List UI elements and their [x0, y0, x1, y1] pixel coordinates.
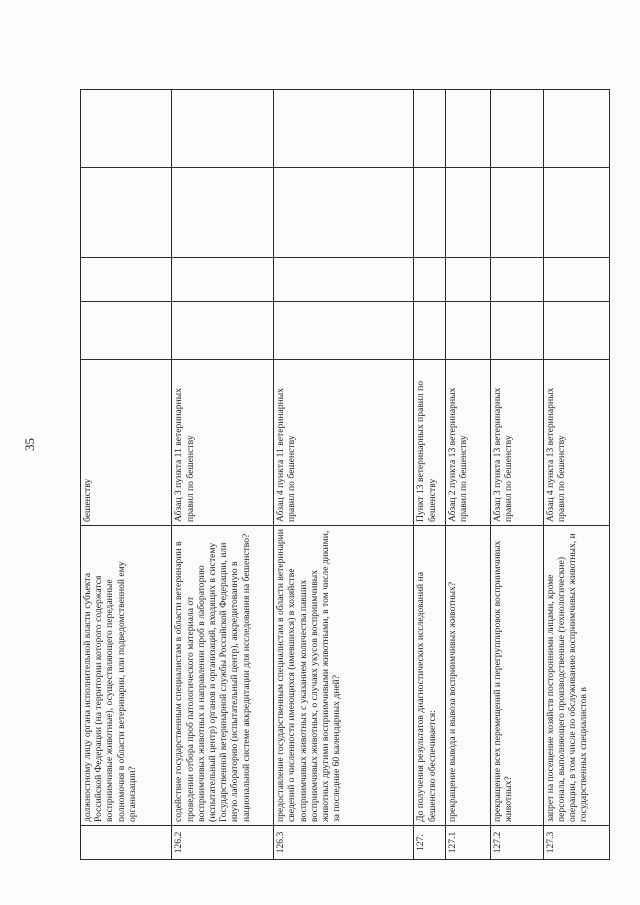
item-number: 127.3	[543, 826, 609, 860]
answer-cell	[491, 90, 544, 168]
legal-reference: Пункт 13 ветеринарных правил по бешенству	[414, 360, 446, 526]
answer-cell	[543, 302, 609, 360]
answer-cell	[172, 168, 274, 258]
answer-cell	[491, 302, 544, 360]
answer-cell	[446, 258, 491, 302]
item-number: 126.3	[274, 826, 414, 860]
item-number: 126.2	[172, 826, 274, 860]
answer-cell	[446, 302, 491, 360]
item-number: 127.1	[446, 826, 491, 860]
requirements-table	[80, 89, 610, 860]
question-text: должностному лицу органа исполнительной власти субъекта Российской Федерации (на территории которого содержатся восприимчивые животные), осуществляющего переданные полномочия в области ветеринарии, или подведомственной ему организации?	[81, 526, 172, 826]
question-text: запрет на посещение хозяйств посторонними лицами, кроме персонала, выполняющего производственные (технологические) операции, в том числе по обслуживанию восприимчивых животных, и государственных специалистов в	[543, 526, 609, 826]
answer-cell	[491, 258, 544, 302]
legal-reference: Абзац 3 пункта 13 ветеринарных правил по бешенству	[491, 360, 544, 526]
item-number	[81, 826, 172, 860]
answer-cell	[446, 90, 491, 168]
answer-cell	[81, 90, 172, 168]
answer-cell	[274, 258, 414, 302]
answer-cell	[414, 258, 446, 302]
answer-cell	[274, 168, 414, 258]
rotated-table-container	[80, 90, 610, 860]
table-row	[274, 90, 414, 860]
page-number: 35	[22, 438, 37, 451]
legal-reference: Абзац 4 пункта 11 ветеринарных правил по бешенству	[274, 360, 414, 526]
question-text: содействие государственным специалистам в области ветеринарии в проведении отбора проб патологического материала от восприимчивых животных и направлении проб в лабораторию (испытательный центр) органов и организаций, входящих в систему Государственной ветеринарной службы Российской Федерации, или иную лабораторию (испытательный центр), аккредитованную в национальной системе аккредитации для исследования на бешенство?	[172, 526, 274, 826]
answer-cell	[543, 90, 609, 168]
question-text: До получения результатов диагностических исследований на бешенство обеспечивается:	[414, 526, 446, 826]
answer-cell	[172, 90, 274, 168]
table-row	[543, 90, 609, 860]
answer-cell	[543, 258, 609, 302]
answer-cell	[172, 258, 274, 302]
table-row	[446, 90, 491, 860]
item-number: 127.	[414, 826, 446, 860]
table-row	[491, 90, 544, 860]
answer-cell	[172, 302, 274, 360]
table-row	[81, 90, 172, 860]
legal-reference: Абзац 2 пункта 13 ветеринарных правил по бешенству	[446, 360, 491, 526]
answer-cell	[543, 168, 609, 258]
answer-cell	[491, 168, 544, 258]
answer-cell	[414, 168, 446, 258]
answer-cell	[274, 302, 414, 360]
answer-cell	[446, 168, 491, 258]
item-number: 127.2	[491, 826, 544, 860]
answer-cell	[81, 168, 172, 258]
answer-cell	[81, 302, 172, 360]
question-text: прекращение всех перемещений и перегруппировок восприимчивых животных?	[491, 526, 544, 826]
answer-cell	[414, 90, 446, 168]
answer-cell	[274, 90, 414, 168]
table-row	[172, 90, 274, 860]
question-text: прекращение вывода и вывоза восприимчивых животных?	[446, 526, 491, 826]
legal-reference: Абзац 4 пункта 13 ветеринарных правил по бешенству	[543, 360, 609, 526]
answer-cell	[81, 258, 172, 302]
table-row	[414, 90, 446, 860]
legal-reference: бешенству	[81, 360, 172, 526]
question-text: предоставление государственным специалистам в области ветеринарии сведений о численности имеющихся (имевшихся) в хозяйстве восприимчивых животных с указанием количества павших восприимчивых животных, о случаях укусов восприимчивых животных другими восприимчивыми животными, в том числе дикими, за последние 60 календарных дней?	[274, 526, 414, 826]
answer-cell	[414, 302, 446, 360]
legal-reference: Абзац 3 пункта 11 ветеринарных правил по бешенству	[172, 360, 274, 526]
